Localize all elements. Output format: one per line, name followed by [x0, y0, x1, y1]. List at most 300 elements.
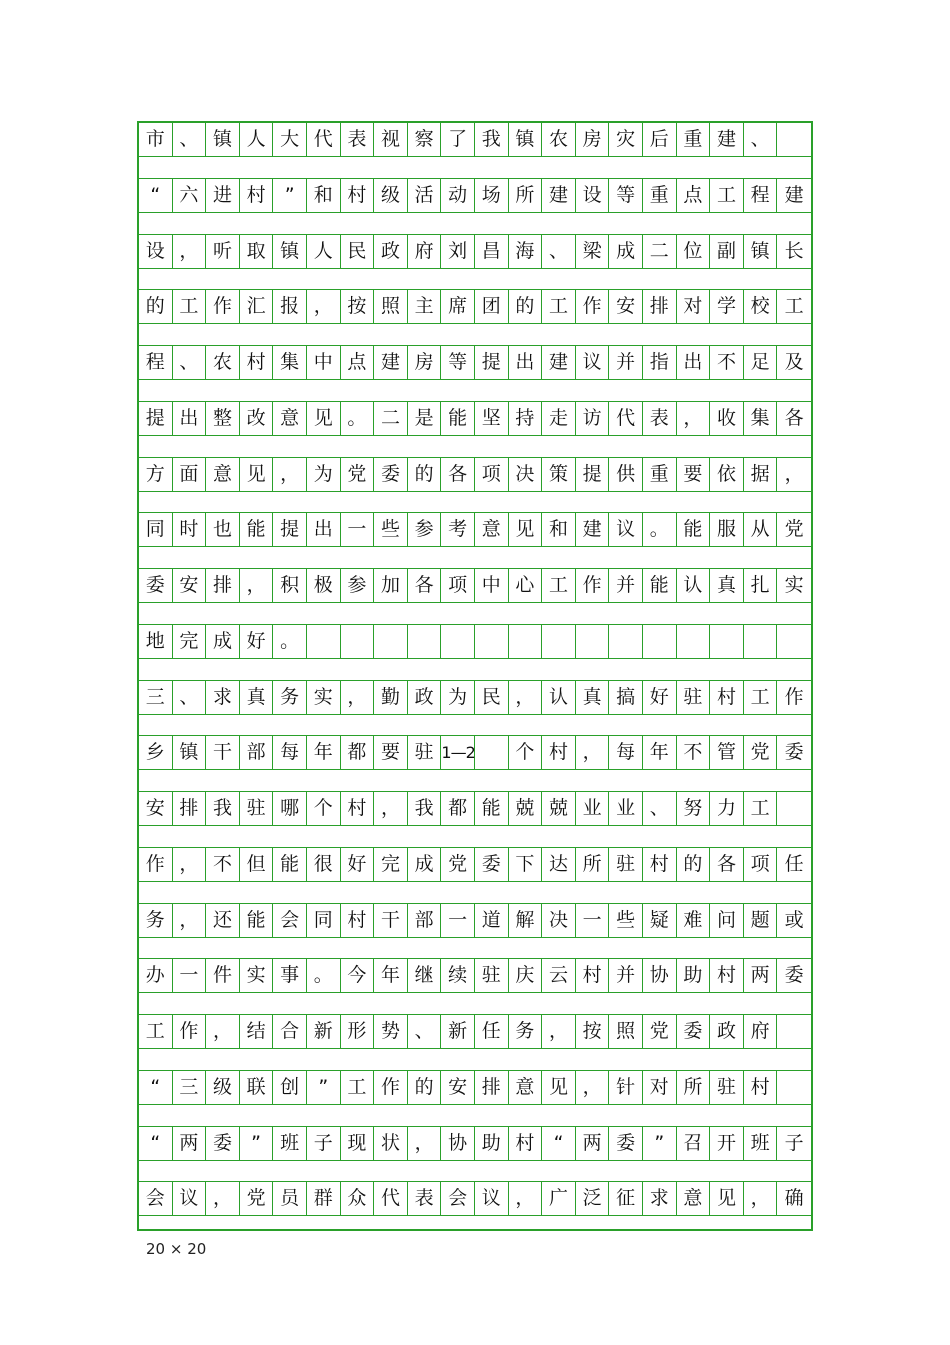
grid-line [139, 1071, 811, 1105]
grid-cell: ， [677, 402, 711, 435]
grid-cell: 现 [341, 1127, 375, 1160]
grid-cell: 三 [173, 1071, 207, 1104]
grid-cell: 参 [408, 513, 442, 546]
grid-cell: 、 [744, 123, 778, 156]
grid-cell [509, 625, 543, 658]
grid-cell: 难 [677, 904, 711, 937]
grid-cell: ， [240, 569, 274, 602]
grid-cell: 1—2 [441, 736, 475, 769]
grid-cell: 兢 [509, 792, 543, 825]
grid-cell: 创 [273, 1071, 307, 1104]
grid-cell: 村 [643, 848, 677, 881]
grid-cell: 今 [341, 959, 375, 992]
grid-line [139, 458, 811, 492]
grid-cell: 安 [441, 1071, 475, 1104]
grid-cell: 并 [609, 569, 643, 602]
grid-line [139, 235, 811, 269]
grid-cell: 务 [139, 904, 173, 937]
grid-cell: 对 [677, 290, 711, 323]
grid-cell: 疑 [643, 904, 677, 937]
grid-cell: 势 [374, 1015, 408, 1048]
grid-cell: 出 [307, 513, 341, 546]
grid-cell: 办 [139, 959, 173, 992]
grid-cell: 题 [744, 904, 778, 937]
grid-cell: 为 [441, 681, 475, 714]
grid-cell: 点 [341, 346, 375, 379]
grid-cell: 真 [240, 681, 274, 714]
grid-cell: 村 [576, 959, 610, 992]
grid-cell: 的 [139, 290, 173, 323]
grid-line [139, 290, 811, 324]
grid-cell: 勤 [374, 681, 408, 714]
grid-cell: 镇 [206, 123, 240, 156]
grid-cell: 并 [609, 959, 643, 992]
grid-cell: 不 [677, 736, 711, 769]
grid-cell: “ [139, 179, 173, 212]
grid-line [139, 1182, 811, 1216]
grid-cell: 排 [643, 290, 677, 323]
grid-cell: ， [341, 681, 375, 714]
grid-cell: 村 [240, 346, 274, 379]
grid-cell: 参 [341, 569, 375, 602]
grid-cell: 求 [206, 681, 240, 714]
grid-cell: 件 [206, 959, 240, 992]
grid-cell: 能 [273, 848, 307, 881]
grid-cell: 指 [643, 346, 677, 379]
grid-cell: 建 [374, 346, 408, 379]
grid-cell: 足 [744, 346, 778, 379]
grid-cell: 项 [441, 569, 475, 602]
grid-cell: 人 [240, 123, 274, 156]
grid-cell: 结 [240, 1015, 274, 1048]
grid-cell: 意 [509, 1071, 543, 1104]
grid-cell: 察 [408, 123, 442, 156]
grid-cell: 党 [643, 1015, 677, 1048]
grid-cell: 集 [273, 346, 307, 379]
grid-cell: 、 [643, 792, 677, 825]
grid-cell: 事 [273, 959, 307, 992]
grid-cell: 助 [475, 1127, 509, 1160]
grid-cell: 长 [784, 239, 804, 262]
grid-cell: 设 [576, 179, 610, 212]
grid-cell: 方 [139, 458, 173, 491]
grid-cell: 年 [374, 959, 408, 992]
grid-cell: 工 [139, 1015, 173, 1048]
grid-cell: 联 [240, 1071, 274, 1104]
grid-cell: 续 [441, 959, 475, 992]
grid-cell: 各 [408, 569, 442, 602]
manuscript-grid [137, 121, 813, 1231]
grid-cell: 会 [273, 904, 307, 937]
grid-cell: 活 [408, 179, 442, 212]
grid-cell: 重 [677, 123, 711, 156]
grid-cell: 个 [307, 792, 341, 825]
grid-cell: 动 [441, 179, 475, 212]
grid-cell [475, 625, 509, 658]
grid-cell: 后 [643, 123, 677, 156]
grid-cell: 市 [139, 123, 173, 156]
grid-cell: 议 [576, 346, 610, 379]
grid-cell: 会 [139, 1182, 173, 1215]
grid-cell: 合 [273, 1015, 307, 1048]
grid-cell: ， [744, 1182, 778, 1215]
grid-cell: 级 [374, 179, 408, 212]
grid-cell: ， [509, 681, 543, 714]
grid-cell: 一 [441, 904, 475, 937]
grid-cell: 海 [509, 235, 543, 268]
grid-cell [609, 625, 643, 658]
grid-line [139, 346, 811, 380]
grid-cell [475, 736, 509, 769]
grid-cell: 整 [206, 402, 240, 435]
grid-cell [408, 625, 442, 658]
grid-cell: 按 [341, 290, 375, 323]
grid-cell: 达 [542, 848, 576, 881]
grid-line [139, 179, 811, 213]
grid-cell: 村 [240, 179, 274, 212]
grid-cell: 业 [576, 792, 610, 825]
grid-cell: 见 [542, 1071, 576, 1104]
grid-cell: 年 [307, 736, 341, 769]
grid-cell: 昌 [475, 235, 509, 268]
grid-cell: 校 [744, 290, 778, 323]
grid-cell: ” [273, 179, 307, 212]
grid-line [139, 792, 811, 826]
grid-cell: 建 [784, 183, 804, 206]
grid-cell: 镇 [509, 123, 543, 156]
grid-cell: 会 [441, 1182, 475, 1215]
grid-cell: 委 [677, 1015, 711, 1048]
grid-cell [710, 625, 744, 658]
grid-cell: 要 [677, 458, 711, 491]
grid-cell: 实 [307, 681, 341, 714]
grid-cell: ， [576, 1071, 610, 1104]
grid-cell: 工 [542, 569, 576, 602]
grid-line [139, 513, 811, 547]
grid-cell: 服 [710, 513, 744, 546]
grid-cell: 点 [677, 179, 711, 212]
grid-cell: 工 [173, 290, 207, 323]
grid-cell: 要 [374, 736, 408, 769]
grid-cell: 道 [475, 904, 509, 937]
grid-line [139, 625, 811, 659]
grid-cell: 策 [542, 458, 576, 491]
grid-cell: ” [307, 1071, 341, 1104]
grid-cell: 走 [542, 402, 576, 435]
grid-cell [777, 625, 811, 658]
grid-cell: 出 [677, 346, 711, 379]
grid-cell: 所 [677, 1071, 711, 1104]
grid-cell: 副 [710, 235, 744, 268]
grid-cell: 党 [341, 458, 375, 491]
grid-cell: 照 [609, 1015, 643, 1048]
grid-cell: ， [374, 792, 408, 825]
grid-cell: 决 [542, 904, 576, 937]
grid-cell: 、 [542, 235, 576, 268]
grid-cell: 提 [273, 513, 307, 546]
grid-cell: 村 [341, 179, 375, 212]
grid-cell: 府 [408, 235, 442, 268]
grid-cell: 房 [576, 123, 610, 156]
grid-cell: 所 [509, 179, 543, 212]
grid-cell: 很 [307, 848, 341, 881]
grid-cell: 都 [441, 792, 475, 825]
grid-cell: 针 [609, 1071, 643, 1104]
grid-cell: 项 [744, 848, 778, 881]
grid-cell: 委 [784, 964, 804, 987]
grid-cell: “ [139, 1071, 173, 1104]
grid-cell: 按 [576, 1015, 610, 1048]
grid-cell: 。 [307, 959, 341, 992]
grid-cell: 协 [441, 1127, 475, 1160]
grid-cell: 真 [576, 681, 610, 714]
grid-cell: 完 [374, 848, 408, 881]
grid-cell [341, 625, 375, 658]
grid-cell: 驻 [710, 1071, 744, 1104]
grid-cell: 坚 [475, 402, 509, 435]
grid-cell: 地 [139, 625, 173, 658]
grid-cell: ， [273, 458, 307, 491]
grid-cell: ， [542, 1015, 576, 1048]
grid-cell: 心 [509, 569, 543, 602]
grid-cell: 重 [643, 179, 677, 212]
grid-cell: 访 [576, 402, 610, 435]
grid-cell: 解 [509, 904, 543, 937]
grid-cell: 部 [408, 904, 442, 937]
grid-cell: 取 [240, 235, 274, 268]
grid-cell: 三 [139, 681, 173, 714]
grid-cell: 汇 [240, 290, 274, 323]
grid-cell: 从 [744, 513, 778, 546]
grid-cell: 求 [643, 1182, 677, 1215]
grid-cell: 重 [643, 458, 677, 491]
grid-cell: 六 [173, 179, 207, 212]
grid-cell: 席 [441, 290, 475, 323]
grid-cell: 作 [784, 685, 804, 708]
grid-cell: 表 [341, 123, 375, 156]
grid-cell: 或 [784, 908, 804, 931]
grid-cell: 委 [784, 741, 804, 764]
grid-cell: “ [139, 1127, 173, 1160]
grid-cell: 、 [173, 123, 207, 156]
grid-cell: 提 [576, 458, 610, 491]
grid-cell: 镇 [273, 235, 307, 268]
grid-cell: 能 [677, 513, 711, 546]
grid-line [139, 848, 811, 882]
grid-cell: 议 [609, 513, 643, 546]
grid-cell: 为 [307, 458, 341, 491]
grid-cell: 代 [374, 1182, 408, 1215]
grid-line [139, 681, 811, 715]
grid-cell: 党 [744, 736, 778, 769]
grid-cell: 干 [206, 736, 240, 769]
grid-cell: 供 [609, 458, 643, 491]
grid-cell: 年 [643, 736, 677, 769]
grid-cell: 面 [173, 458, 207, 491]
grid-cell: 任 [475, 1015, 509, 1048]
grid-cell: 收 [710, 402, 744, 435]
grid-cell: 提 [139, 402, 173, 435]
grid-cell: 的 [408, 458, 442, 491]
grid-cell: 作 [576, 290, 610, 323]
grid-cell: 见 [509, 513, 543, 546]
grid-cell: 决 [509, 458, 543, 491]
grid-cell: 务 [273, 681, 307, 714]
grid-line [139, 1127, 811, 1161]
grid-cell: 及 [784, 351, 804, 373]
grid-cell: 等 [441, 346, 475, 379]
grid-cell: 。 [643, 513, 677, 546]
grid-cell: 党 [441, 848, 475, 881]
grid-cell: 意 [206, 458, 240, 491]
grid-cell: 委 [374, 458, 408, 491]
grid-cell: 政 [374, 235, 408, 268]
grid-cell: 二 [643, 235, 677, 268]
grid-cell: 务 [509, 1015, 543, 1048]
grid-cell [677, 625, 711, 658]
grid-cell: 工 [341, 1071, 375, 1104]
grid-line [139, 959, 811, 993]
grid-cell: 积 [273, 569, 307, 602]
grid-cell: 一 [173, 959, 207, 992]
grid-cell: 见 [307, 402, 341, 435]
grid-cell: 实 [240, 959, 274, 992]
grid-cell: 见 [240, 458, 274, 491]
grid-cell: 兢 [542, 792, 576, 825]
grid-cell: 还 [206, 904, 240, 937]
grid-cell: 主 [408, 290, 442, 323]
grid-cell: 出 [173, 402, 207, 435]
grid-cell: 协 [643, 959, 677, 992]
grid-cell: 持 [509, 402, 543, 435]
grid-cell: 哪 [273, 792, 307, 825]
grid-cell [777, 1071, 811, 1104]
grid-line [139, 1015, 811, 1049]
grid-cell: 驻 [609, 848, 643, 881]
grid-cell: 人 [307, 235, 341, 268]
grid-cell: 业 [609, 792, 643, 825]
grid-cell: 时 [173, 513, 207, 546]
grid-line [139, 736, 811, 770]
grid-cell: 安 [139, 792, 173, 825]
grid-cell: 子 [784, 1131, 804, 1154]
grid-cell: 同 [139, 513, 173, 546]
grid-cell: 好 [643, 681, 677, 714]
grid-cell: 政 [408, 681, 442, 714]
grid-cell: 工 [784, 295, 804, 318]
grid-cell: 党 [240, 1182, 274, 1215]
grid-cell [307, 625, 341, 658]
grid-cell [643, 625, 677, 658]
grid-cell: 乡 [139, 736, 173, 769]
grid-cell: 议 [173, 1182, 207, 1215]
grid-cell: 村 [710, 681, 744, 714]
grid-cell: 能 [475, 792, 509, 825]
grid-cell: 状 [374, 1127, 408, 1160]
grid-cell: 表 [643, 402, 677, 435]
grid-cell: 云 [542, 959, 576, 992]
grid-cell: ” [643, 1127, 677, 1160]
grid-cell: 新 [307, 1015, 341, 1048]
grid-cell: 建 [542, 179, 576, 212]
grid-cell: 一 [341, 513, 375, 546]
grid-cell [777, 1015, 811, 1048]
grid-cell: 党 [784, 518, 804, 541]
grid-cell: 我 [475, 123, 509, 156]
grid-cell: 排 [173, 792, 207, 825]
grid-cell: 认 [542, 681, 576, 714]
grid-cell: 考 [441, 513, 475, 546]
grid-cell [777, 123, 811, 156]
grid-cell: 作 [139, 848, 173, 881]
grid-cell: 、 [408, 1015, 442, 1048]
grid-cell: 府 [744, 1015, 778, 1048]
grid-cell: 、 [173, 681, 207, 714]
grid-cell: 开 [710, 1127, 744, 1160]
grid-cell: 安 [609, 290, 643, 323]
grid-cell: 对 [643, 1071, 677, 1104]
grid-cell: 的 [408, 1071, 442, 1104]
grid-cell: 各 [784, 406, 804, 429]
grid-cell: 也 [206, 513, 240, 546]
grid-cell: 不 [206, 848, 240, 881]
grid-cell: 建 [542, 346, 576, 379]
grid-cell: 中 [307, 346, 341, 379]
grid-cell: 议 [475, 1182, 509, 1215]
grid-cell: 管 [710, 736, 744, 769]
grid-cell: 两 [744, 959, 778, 992]
grid-line [139, 569, 811, 603]
grid-line [139, 402, 811, 436]
grid-cell: 政 [710, 1015, 744, 1048]
grid-cell: 出 [509, 346, 543, 379]
grid-cell: 各 [710, 848, 744, 881]
grid-cell: 泛 [576, 1182, 610, 1215]
grid-cell: 能 [441, 402, 475, 435]
grid-cell [777, 792, 811, 825]
grid-cell: 意 [475, 513, 509, 546]
grid-cell: 努 [677, 792, 711, 825]
grid-cell: 作 [206, 290, 240, 323]
grid-cell: 驻 [677, 681, 711, 714]
grid-cell: 镇 [744, 235, 778, 268]
grid-line [139, 904, 811, 938]
grid-cell: 安 [173, 569, 207, 602]
grid-cell: 学 [710, 290, 744, 323]
grid-cell: 民 [475, 681, 509, 714]
grid-cell: 成 [206, 625, 240, 658]
grid-cell: 驻 [240, 792, 274, 825]
grid-cell: 程 [744, 179, 778, 212]
grid-cell: 作 [374, 1071, 408, 1104]
grid-cell: 好 [341, 848, 375, 881]
grid-cell [441, 625, 475, 658]
grid-cell: 位 [677, 235, 711, 268]
grid-cell: 成 [609, 235, 643, 268]
grid-cell: 场 [475, 179, 509, 212]
grid-cell: 能 [643, 569, 677, 602]
grid-cell: 各 [441, 458, 475, 491]
grid-cell: 班 [744, 1127, 778, 1160]
grid-cell: 个 [509, 736, 543, 769]
grid-cell: 镇 [173, 736, 207, 769]
grid-cell: 农 [206, 346, 240, 379]
grid-cell: 委 [475, 848, 509, 881]
grid-cell: 村 [710, 959, 744, 992]
grid-cell: 据 [744, 458, 778, 491]
grid-cell: 搞 [609, 681, 643, 714]
grid-cell: 听 [206, 235, 240, 268]
